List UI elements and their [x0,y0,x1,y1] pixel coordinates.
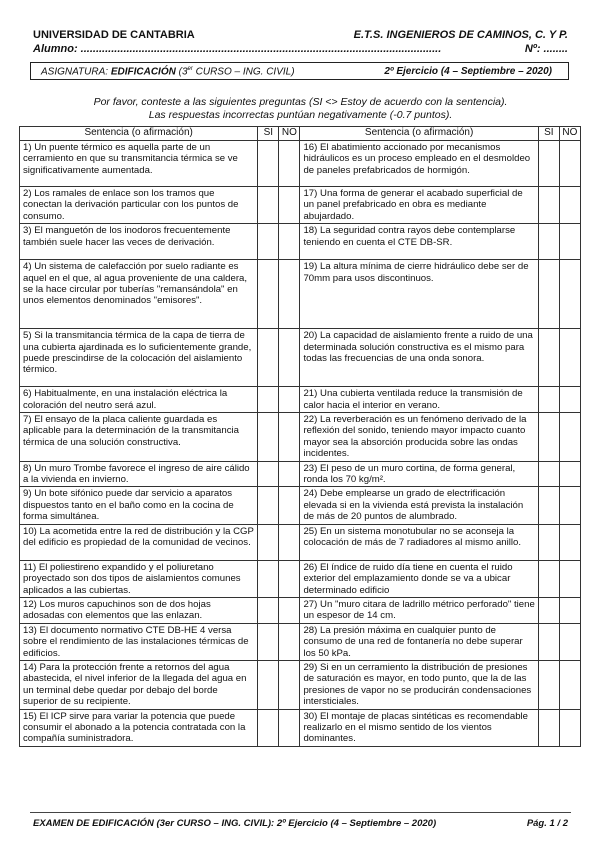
statement-header: Sentencia (o afirmación) [300,127,538,141]
statement-header: Sentencia (o afirmación) [20,127,258,141]
question-text: La presión máxima en cualquier punto de consumo de una red de fontanería no debe superar los 50 kPa. [303,624,523,659]
question-text: Un "muro citara de ladrillo métrico perforado" tiene un espesor de 14 cm. [303,598,535,622]
answer-no-cell[interactable] [559,597,580,623]
question-text: La altura mínima de cierre hidráulico debe ser de 70mm para usos discontinuos. [303,261,529,284]
table-row [20,623,581,660]
statement-cell [300,660,538,709]
student-number-field: Nº: ........ [524,43,568,55]
statement-cell [20,660,258,709]
statement-cell [20,524,258,560]
answer-no-cell[interactable] [279,623,300,660]
table-row [20,461,581,487]
answer-no-cell[interactable] [279,141,300,187]
answer-yes-cell[interactable] [258,224,279,260]
statement-cell [300,260,538,329]
question-text: El ICP sirve para variar la potencia que puede consumir el abonado a la potencia contratada con la compañía suministradora. [23,710,246,745]
question-text: La acometida entre la red de distribución y la CGP del edificio es propiedad de la comunidad de vecinos. [23,525,254,549]
answer-yes-cell[interactable] [258,329,279,387]
answer-no-cell[interactable] [279,660,300,709]
statement-cell [300,187,538,224]
table-row [20,141,581,187]
answer-yes-cell[interactable] [538,461,559,487]
statement-cell [20,623,258,660]
answer-yes-cell[interactable] [258,487,279,524]
question-text: En un sistema monotubular no se aconseja la colocación de más de 7 radiadores al mismo anillo. [303,525,522,549]
statement-cell [20,260,258,329]
question-text: Habitualmente, en una instalación eléctrica la coloración del neutro será azul. [23,388,228,411]
answer-no-cell[interactable] [279,260,300,329]
question-number: 16) [303,142,318,153]
yes-header: SI [258,127,279,141]
answer-yes-cell[interactable] [538,413,559,462]
question-number: 20) [303,330,318,342]
answer-no-cell[interactable] [279,329,300,387]
question-number: 26) [303,561,318,573]
school-name: E.T.S. INGENIEROS DE CAMINOS, C. Y P. [353,29,568,41]
statement-cell [300,597,538,623]
answer-yes-cell[interactable] [538,141,559,187]
statement-cell [300,141,538,187]
question-number: 13) [23,624,37,636]
answer-no-cell[interactable] [559,461,580,487]
table-row [20,524,581,560]
statement-cell [300,461,538,487]
question-text: El documento normativo CTE DB-HE 4 versa sobre el rendimiento de las instalaciones térmicas de edificios. [23,624,249,659]
question-text: La reverberación es un fenómeno derivado de la reflexión del sonido, teniendo mayor impacto cuanto mayor sea la absorción producida sobre las ondas incidentes. [303,414,527,460]
answer-yes-cell[interactable] [538,660,559,709]
answer-yes-cell[interactable] [258,141,279,187]
question-number: 25) [303,525,318,537]
yes-header: SI [538,127,559,141]
statement-cell [20,224,258,260]
answer-no-cell[interactable] [279,461,300,487]
question-text: El índice de ruido día tiene en cuenta el ruido exterior del emplazamiento donde se va a ubicar determinado edificio [303,561,513,596]
answer-no-cell[interactable] [559,487,580,524]
answer-no-cell[interactable] [279,224,300,260]
question-text: Un sistema de calefacción por suelo radiante es aquel en el que, al agua proveniente de una caldera, se la hace circular por tuberías "remansándola" en unos elementos denominados "emisores". [23,261,248,307]
table-header-row [20,127,581,141]
answer-yes-cell[interactable] [258,387,279,413]
question-number: 19) [303,261,318,273]
statement-cell [20,487,258,524]
subject-course-pre: (3 [178,66,188,78]
answer-yes-cell[interactable] [538,709,559,746]
question-number: 21) [303,388,318,400]
question-text: El abatimiento accionado por mecanismos hidráulicos es un proceso empleado en el desmoldeo de paneles prefabricados de hormigón. [303,142,531,176]
table-row [20,709,581,746]
question-number: 3) [23,225,32,237]
answer-yes-cell[interactable] [538,329,559,387]
question-number: 11) [23,561,37,573]
table-row [20,597,581,623]
question-number: 4) [23,261,32,273]
answer-yes-cell[interactable] [258,709,279,746]
question-text: Una forma de generar el acabado superficial de un panel prefabricado en obra es mediante abujardado. [303,188,523,222]
table-row [20,387,581,413]
statement-cell [300,560,538,597]
question-text: Un puente térmico es aquella parte de un cerramiento en que su transmitancia térmica se ve significativamente aumentada. [23,142,238,176]
question-text: Si la transmitancia térmica de la capa de tierra de una cubierta ajardinada es lo suficientemente grande, puede prescindirse de la colocación del aislamiento térmico. [23,330,252,376]
statement-cell [20,329,258,387]
student-name-field: Alumno: ...................................................................................................................... [33,43,442,55]
answer-yes-cell[interactable] [258,187,279,224]
statement-cell [300,487,538,524]
question-text: La capacidad de aislamiento frente a ruido de una determinada solución constructiva es el mismo para todas las frecuencias de una onda sonora. [303,330,533,365]
answer-no-cell[interactable] [559,260,580,329]
answer-no-cell[interactable] [279,487,300,524]
answer-no-cell[interactable] [559,387,580,413]
statement-cell [20,597,258,623]
answer-no-cell[interactable] [279,709,300,746]
answer-no-cell[interactable] [559,187,580,224]
answer-no-cell[interactable] [279,560,300,597]
answer-yes-cell[interactable] [538,387,559,413]
subject-course-sup: er [187,66,193,72]
question-number: 6) [23,388,32,400]
question-number: 1) [23,142,32,153]
question-text: El montaje de placas sintéticas es recomendable realizarlo en el mismo sentido de los vientos dominantes. [303,710,528,745]
subject-line [41,66,295,77]
statement-cell [300,709,538,746]
answer-yes-cell[interactable] [538,224,559,260]
question-text: Si en un cerramiento la distribución de presiones de saturación es mayor, en todo punto, que la de las presiones de vapor no se producirán condensaciones intersticiales. [303,661,532,708]
subject-name: EDIFICACIÓN [110,66,176,78]
question-number: 22) [303,414,318,426]
statement-cell [20,141,258,187]
statement-cell [20,187,258,224]
answer-no-cell[interactable] [279,187,300,224]
question-number: 28) [303,624,318,636]
answer-yes-cell[interactable] [538,487,559,524]
statement-cell [20,560,258,597]
questions-table [19,126,581,747]
answer-no-cell[interactable] [559,709,580,746]
question-number: 23) [303,462,318,474]
answer-no-cell[interactable] [559,524,580,560]
statement-cell [300,413,538,462]
question-number: 5) [23,330,32,342]
answer-no-cell[interactable] [559,413,580,462]
question-number: 29) [303,661,318,673]
table-row [20,413,581,462]
answer-yes-cell[interactable] [258,413,279,462]
statement-cell [20,709,258,746]
answer-yes-cell[interactable] [258,260,279,329]
answer-yes-cell[interactable] [538,187,559,224]
question-text: Los ramales de enlace son los tramos que conectan la derivación particular con los puntos de consumo. [23,188,239,222]
answer-no-cell[interactable] [559,660,580,709]
subject-label: ASIGNATURA: [41,66,109,78]
no-header: NO [559,127,580,141]
answer-no-cell[interactable] [279,524,300,560]
question-text: Una cubierta ventilada reduce la transmisión de calor hacia el interior en verano. [303,388,523,411]
instructions-line-2: Las respuestas incorrectas puntúan negativamente (-0.7 puntos). [148,109,453,121]
question-number: 8) [23,462,32,474]
answer-yes-cell[interactable] [538,260,559,329]
question-text: Para la protección frente a retornos del agua abastecida, el nivel inferior de la llegada del agua en un terminal debe quedar por debajo del borde superior de su recipiente. [23,661,247,708]
question-text: El poliestireno expandido y el poliuretano proyectado son dos tipos de aislamientos comunes aplicados a las cubiertas. [23,561,241,596]
instructions-line-1: Por favor, conteste a las siguientes preguntas (SI <> Estoy de acuerdo con la sentencia). [93,96,508,108]
question-text: El manguetón de los inodoros frecuentemente también suele hacer las veces de derivación. [23,225,231,248]
question-number: 2) [23,188,32,199]
answer-yes-cell[interactable] [538,597,559,623]
table-row [20,660,581,709]
answer-no-cell[interactable] [559,141,580,187]
answer-yes-cell[interactable] [258,524,279,560]
exercise-title: 2º Ejercicio (4 – Septiembre – 2020) [384,66,552,77]
answer-no-cell[interactable] [559,224,580,260]
question-number: 30) [303,710,318,722]
answer-yes-cell[interactable] [538,623,559,660]
statement-cell [300,329,538,387]
question-text: Un bote sifónico puede dar servicio a aparatos dispuestos tanto en el baño como en la cocina de forma simultánea. [23,488,234,523]
footer-divider [30,812,571,813]
subject-course-post: CURSO – ING. CIVIL) [192,66,295,78]
question-text: La seguridad contra rayos debe contemplarse teniendo en cuenta el CTE DB-SR. [303,225,516,248]
question-number: 10) [23,525,37,537]
university-name: UNIVERSIDAD DE CANTABRIA [33,29,195,41]
question-number: 18) [303,225,318,237]
table-row [20,329,581,387]
answer-no-cell[interactable] [279,413,300,462]
statement-cell [300,623,538,660]
question-number: 17) [303,188,318,199]
answer-no-cell[interactable] [559,329,580,387]
question-number: 7) [23,414,32,426]
answer-yes-cell[interactable] [538,524,559,560]
answer-yes-cell[interactable] [258,560,279,597]
statement-cell [300,524,538,560]
answer-no-cell[interactable] [279,387,300,413]
subject-box [30,62,569,80]
answer-no-cell[interactable] [559,623,580,660]
table-row [20,487,581,524]
question-text: Un muro Trombe favorece el ingreso de aire cálido a la vivienda en invierno. [23,462,250,486]
question-text: Los muros capuchinos son de dos hojas adosadas con elementos que las enlazan. [23,598,211,622]
footer-title: EXAMEN DE EDIFICACIÓN (3er CURSO – ING. CIVIL): 2º Ejercicio (4 – Septiembre – 2020) [33,818,437,829]
statement-cell [20,461,258,487]
table-row [20,560,581,597]
answer-yes-cell[interactable] [258,660,279,709]
answer-no-cell[interactable] [559,560,580,597]
statement-cell [300,387,538,413]
question-text: Debe emplearse un grado de electrificación elevada si en la vivienda está prevista la instalación de más de 20 puntos de alumbrado. [303,488,524,523]
answer-no-cell[interactable] [279,597,300,623]
table-row [20,224,581,260]
answer-yes-cell[interactable] [258,461,279,487]
answer-yes-cell[interactable] [538,560,559,597]
question-number: 12) [23,598,37,610]
answer-yes-cell[interactable] [258,623,279,660]
answer-yes-cell[interactable] [258,597,279,623]
question-number: 14) [23,661,37,673]
table-row [20,187,581,224]
question-number: 15) [23,710,37,722]
statement-cell [300,224,538,260]
question-text: El peso de un muro cortina, de forma general, ronda los 70 kg/m². [303,462,516,486]
question-number: 27) [303,598,318,610]
table-row [20,260,581,329]
page-number: Pág. 1 / 2 [526,818,568,829]
question-text: El ensayo de la placa caliente guardada es aplicable para la determinación de la transmitancia térmica de una solución constructiva. [23,414,239,448]
question-number: 9) [23,488,32,500]
no-header: NO [279,127,300,141]
statement-cell [20,387,258,413]
statement-cell [20,413,258,462]
question-number: 24) [303,488,318,500]
